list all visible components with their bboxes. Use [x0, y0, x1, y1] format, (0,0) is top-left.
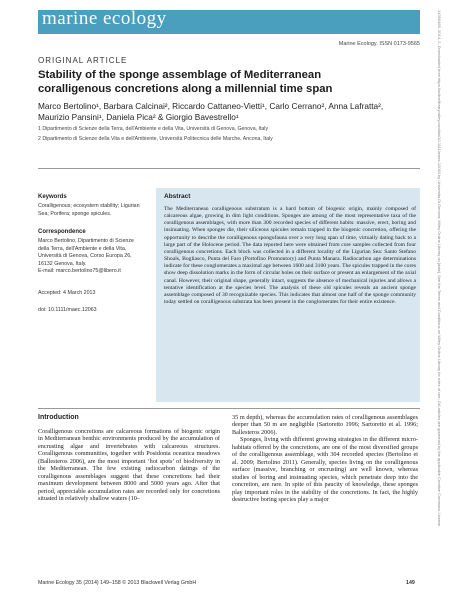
download-notice-strip [434, 10, 442, 570]
author-list [38, 101, 398, 123]
doi-link[interactable]: doi: 10.1111/maec.12063 [38, 307, 97, 313]
footer-citation: Marine Ecology 35 (2014) 149–158 © 2013 Blackwell Verlag GmbH [38, 580, 197, 586]
introduction-heading: Introduction [38, 414, 79, 421]
abstract-divider [38, 408, 420, 409]
article-title: Stability of the sponge assemblage of Mediterranean coralligenous concretions along a millennial time span [38, 69, 333, 95]
intro-left-column: Coralligenous concretions are calcareous formations of biogenic origin in Mediterranean benthic environments produced by the accumulation of encrusting algae and invertebrates with calcareous structures. Coralligenous communities, together with Posidonia oceanica meadows (Ballesteros 2006), are the most important ‘hot spots’ of biodiversity in the Mediterranean. The few existing radiocarbon datings of the coralligenous assemblages suggest that these concretions had their maximum development between 8000 and 5000 years ago. After that period, appreciable accumulation rates are recorded only for concretions situated in relatively shallow waters (10– [38, 428, 220, 503]
correspondence-line: della Terra, dell'Ambiente e della Vita, [38, 245, 127, 252]
header-divider [38, 168, 420, 169]
correspondence-block [38, 238, 153, 276]
page-number: 149 [406, 580, 415, 586]
correspondence-line: 16132 Genova, Italy. [38, 260, 87, 267]
accepted-date: Accepted: 4 March 2013 [38, 290, 96, 296]
correspondence-line: Marco Bertolino, Dipartimento di Scienze [38, 238, 134, 244]
abstract-text: The Mediterranean coralligenous substratum is a hard bottom of biogenic origin, mainly composed of calcareous algae, growing in dim light conditions. Sponges are among of the most representative taxa of the coralligenous assemblages, with more than 300 recorded species of different habits: massive, erect, boring and insinuating. When sponges die, their siliceous spicules remain trapped in the biogenic concretion, offering the opportunity to describe the coralligenous spongofauna over a very long span of time, virtually dating back to a large part of the Holocene period. The data reported here were obtained from core samples collected from four coralligenous concretions. Each block was collected in a different locality of the Ligurian Sea: Santo Stefano Shoals, Bogliasco, Punta del Faro (Portofino Promontory) and Punta Manara. Radiocarbon age determinations indicate for these conglomerates a maximal age between 1600 and 3100 years. The spicules trapped in the cores show deep dissolution marks in the form of circular holes on their surface or present an enlargement of the axial canal. However, their original shape, generally intact, suggests the absence of mechanical injuries and allows a tentative identification at the species level. The analysis of these old spicules reveals an ancient sponge assemblage composed of 30 recognizable species. This indicates that almost one half of the sponge community today settled on coralligenous substrata has been present in the conglomerates for their entire existence. [164, 206, 416, 306]
intro-paragraph: 35 m depth), whereas the accumulation rates of coralligenous assemblages deeper than 50 m are negligible (Sartoretto 1996; Sartoretto et al. 1996; Ballesteros 2006). [232, 414, 418, 436]
issn-line: Marine Ecology. ISSN 0173-9565 [338, 41, 420, 47]
journal-name: marine ecology [42, 8, 167, 29]
intro-paragraph: Sponges, living with different growing strategies in the different micro-habitats offered by the concretions, are one of the most diversified groups of the coralligenous assemblage, with 304 recorded species (Bertolino et al. 2009; Bertolino 2011). Generally, species living on the coralligenous surface (massive, branching or encrusting) are well known, whereas studies of boring and insinuating species, which penetrate deep into the concretion, are rare. In spite of this paucity of knowledge, these sponges play important roles in the stability of the concretions. In fact, the highly destructive boring species play a major [232, 436, 418, 503]
download-notice: 14390485, 2014, 2, Downloaded from https://onlinelibrary.wiley.com/doi/10.1111/maec.12063 by Universita Di Genova, Wiley Online Library on [date]. See the Terms and Conditions on Wiley Online Library for rules of use; OA articles are governed by the applicable Creative Commons License [437, 10, 442, 527]
author-line-1: Marco Bertolino¹, Barbara Calcinai², Riccardo Cattaneo-Vietti¹, Carlo Cerrano², Anna Lafratta², [38, 101, 384, 111]
correspondence-email[interactable]: E-mail: marco.bertolino75@libero.it [38, 268, 121, 275]
keywords-text: Coralligenous; ecosystem stability; Ligurian Sea; Porifera; sponge spicules. [38, 203, 140, 217]
correspondence-line: Università di Genova, Corso Europa 26, [38, 253, 132, 260]
author-line-2: Maurizio Pansini¹, Daniela Pica² & Giorgio Bavestrello¹ [38, 112, 239, 122]
intro-right-column [232, 414, 418, 503]
abstract-heading: Abstract [164, 193, 191, 200]
keywords-heading: Keywords [38, 194, 67, 200]
affiliation-2: 2 Dipartimento di Scienze della Vita e dell'Ambiente, Università Politecnica delle Marche, Ancona, Italy [38, 136, 273, 142]
affiliation-1: 1 Dipartimento di Scienze della Terra, dell'Ambiente e della Vita, Università di Genova, Genova, Italy [38, 126, 269, 132]
correspondence-heading: Correspondence [38, 229, 86, 235]
article-type: ORIGINAL ARTICLE [38, 56, 128, 65]
